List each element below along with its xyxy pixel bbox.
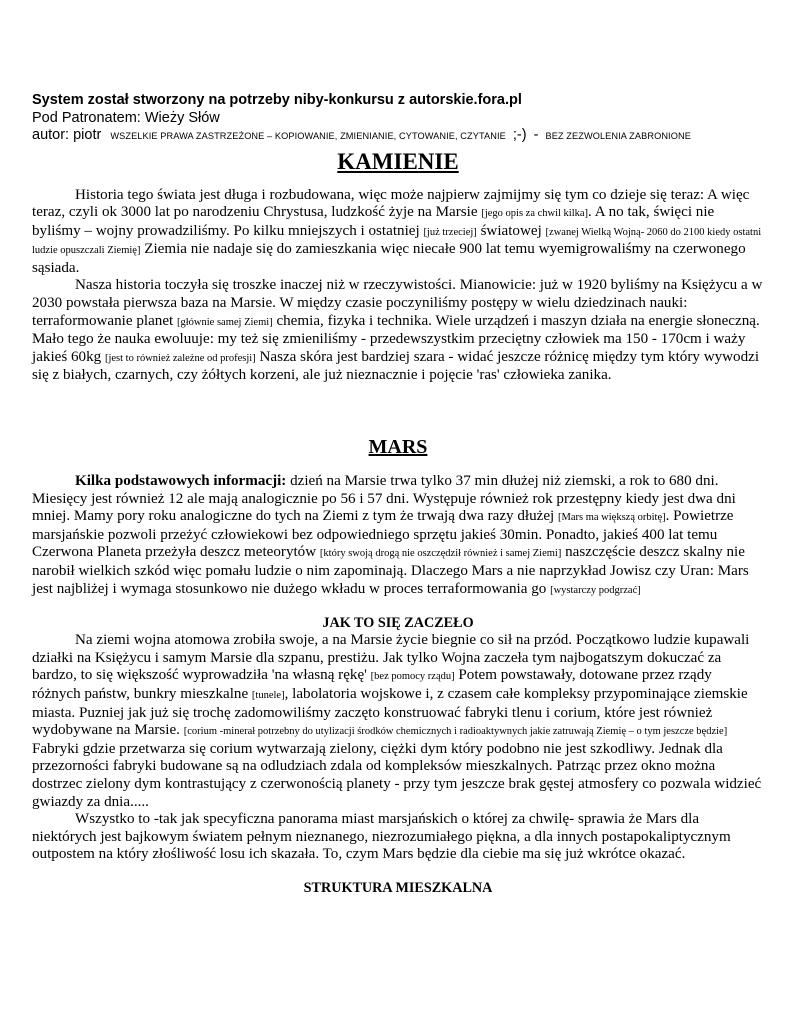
inline-note: [wystarczy podgrzać]	[550, 584, 641, 596]
inline-note: [jego opis za chwil kilka]	[481, 208, 589, 220]
text-run: . Powietrze marsjańskie pozwoli przeżyć człowiekowi bez odpowiedniego sprzętu jakieś 30min. Ponadto, jakieś 400 lat temu Czerwona Planeta przeżyła deszcz meteorytów	[32, 508, 734, 561]
text-run: Na ziemi wojna atomowa zrobiła swoje, a na Marsie życie biegnie co sił na przód. Początkowo ludzie kupawali działki na Księżycu i samym Marsie dla szpanu, prestiżu. Jak tylko Wojna zaczeła tym najbogatszym dokuczać za bardzo, to się większość wyprowadziła 'na własną rękę'	[32, 632, 750, 684]
text-run: Historia tego świata jest długa i rozbudowana, więc może najpierw zajmijmy się tym co dzieje się teraz: A więc teraz, czyli ok 3000 lat po narodzeniu Chrystusa, ludzkość żyje na Marsie	[32, 186, 750, 221]
author-label: autor: piotr	[32, 127, 102, 143]
mars-paragraph-3: Wszystko to -tak jak specyficzna panorama miast marsjańskich o której za chwilę- sprawia że Mars dla niektórych jest bajkowym światem pełnym nieznanego, niezrozumiałego piękna, a dla innych postapokaliptycznym outpostem na który złośliwość losu ich skazała. To, czym Mars będzie dla ciebie ma się już wkrótce okazać.	[32, 811, 731, 863]
inline-note: [corium -minerał potrzebny do utylizacji środków chemicznych i radioaktywnych jakie zatruwają Ziemię – o tym jeszcze będzie]	[183, 726, 728, 738]
text-run: Nasza historia toczyła się troszke inaczej niż w rzeczywistości. Mianowicie: już w 1920 byliśmy na Księżycu a w 2030 powstała pierwsza baza na Marsie. W między czasie poczyniliśmy postępy w wielu dziedzinach nauki: terraformowanie planet	[32, 277, 763, 329]
inline-note: [Mars ma większą orbitę]	[558, 512, 666, 524]
text-run: , labolatoria wojskowe i, z czasem całe kompleksy przypominające ziemskie miasta. Puzniej jak już się trochę zadomowiliśmy zaczęto konstruować fabryki tlenu i corium, które jest również wydobywane na Marsie.	[32, 685, 748, 739]
document-page	[32, 92, 764, 897]
inline-note: [już trzeciej]	[423, 226, 477, 238]
text-run: Fabryki gdzie przetwarza się corium wytwarzają zielony, ciężki dym który podobno nie jest szkodliwy. Jednak dla przezorności fabryki budowane są na odludziach zdala od kompleksów mieszkalnych. Patrząc przez okno można dostrzec zielony dym kontrastujący z czerwonością planety - przy tym jeszcze brak gęstej atmosfery co pozwala widzieć gwiazdy za dnia.....	[32, 740, 762, 810]
intro-paragraph-2	[32, 277, 764, 385]
rights-notice-a: WSZELKIE PRAWA ZASTRZEŻONE – KOPIOWANIE, ZMIENIANIE, CYTOWANIE, CZYTANIE	[110, 131, 506, 141]
text-run: Ziemia nie nadaje się do zamieszkania więc niecałe 900 lat temu wyemigrowaliśmy na czerwonego sąsiada.	[32, 241, 746, 276]
header-line-patronage: Pod Patronatem: Wieży Słów	[32, 109, 220, 126]
header-line-author	[32, 127, 764, 146]
smiley: ;-)	[512, 127, 527, 143]
inline-note: [jest to również zależne od profesji]	[104, 352, 256, 364]
text-run: Potem powstawały, dotowane przez rządy różnych państw, bunkry mieszkalne	[32, 667, 712, 702]
lead-text: Kilka podstawowych informacji:	[75, 473, 287, 490]
text-run: Nasza skóra jest bardziej szara - widać jeszcze różnicę między tym który wywodzi się z białych, czarnych, czy żółtych korzeni, ale już nieznacznie i pojęcie 'ras' człowieka zanika.	[32, 348, 760, 384]
intro-paragraph-1	[32, 187, 764, 278]
document-title: KAMIENIE	[337, 148, 459, 174]
text-run: chemia, fizyka i technika. Wiele urządzeń i maszyn działa na energie słoneczną. Mało tego że nauka ewoluuje: my też się zmieniliśmy - przedewszystkim przeciętny człowiek ma 150 - 170cm i waży jakieś 60kg	[32, 312, 760, 365]
mars-paragraph-2	[32, 632, 764, 811]
text-run: . A no tak, święci nie byliśmy – wojny prowadziliśmy. Po kilku mniejszych i ostatniej	[32, 204, 715, 239]
mars-paragraph-1	[32, 473, 764, 599]
inline-note: [który swoją drogą nie oszczędził również i samej Ziemi]	[319, 548, 562, 560]
header-line-contest: System został stworzony na potrzeby niby-konkursu z autorskie.fora.pl	[32, 92, 522, 108]
subheading-how-it-started: JAK TO SIĘ ZACZEŁO	[322, 615, 474, 632]
rights-notice-b: BEZ ZEZWOLENIA ZABRONIONE	[545, 131, 691, 141]
text-run: dzień na Marsie trwa tylko 37 min dłużej niż ziemski, a rok to 680 dni. Miesięcy jest również 12 ale mają analogicznie po 56 i 57 dni. Występuje również rok przestępny kiedy jest dwa dni mniej. Mamy pory roku analogiczne do tych na Ziemi z tym że trwają dwa razy dłużej	[32, 473, 736, 525]
inline-note: [bez pomocy rządu]	[370, 671, 455, 683]
section-title-mars: MARS	[368, 436, 428, 459]
inline-note: [tunele]	[251, 689, 285, 701]
subheading-housing-structure: STRUKTURA MIESZKALNA	[303, 879, 493, 896]
dash: -	[533, 127, 539, 143]
text-run: światowej	[480, 222, 542, 239]
inline-note: [zwanej Wielką Wojną- 2060 do 2100 kiedy ostatni ludzie opuszczali Ziemię]	[32, 226, 762, 257]
text-run: naszczęście deszcz skalny nie narobił wielkich szkód więc pomału ludzie o nim zapominają. Dlaczego Mars a nie naprzykład Jowisz czy Uran: Mars jest najbliżej i wymaga stosunkowo nie dużego wkładu w proces terraformowania go	[32, 544, 749, 597]
inline-note: [głównie samej Ziemi]	[177, 316, 273, 328]
